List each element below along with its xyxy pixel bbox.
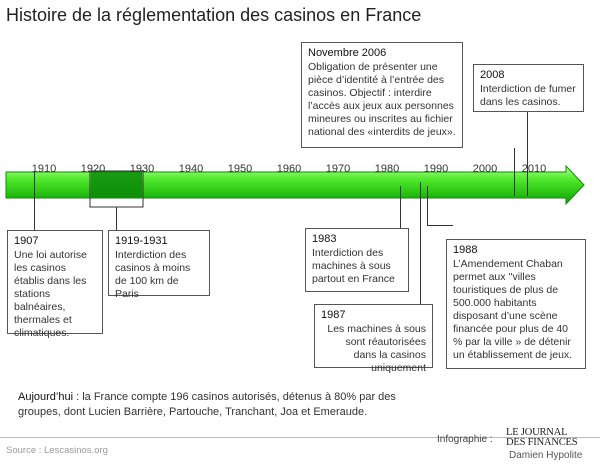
connector-1983	[400, 186, 401, 230]
event-year: Novembre 2006	[308, 47, 387, 59]
event-text: Une loi autorise les casinos établis dans les stations balnéaires, thermales et climatiques.	[14, 249, 87, 339]
tick-1990: 1990	[423, 163, 449, 175]
event-text: Obligation de présenter une pièce d’identité à l’entrée des casinos. Objectif : interdire l’accès aux jeux aux personnes mineures ou inscrites au fichier national des «interdits de jeux».	[308, 61, 456, 138]
event-year: 1907	[14, 235, 39, 247]
today-summary	[18, 390, 438, 420]
tick-1950: 1950	[227, 163, 253, 175]
logo-line-1: LE JOURNAL	[506, 427, 568, 438]
tick-1930: 1930	[129, 163, 155, 175]
event-year: 2008	[480, 69, 505, 81]
today-label: Aujourd’hui	[18, 391, 74, 403]
event-text: Les machines à sous sont réautorisées dans la casinos uniquement	[327, 323, 426, 374]
tick-1910: 1910	[31, 163, 57, 175]
event-box-2006	[301, 42, 463, 148]
tick-1960: 1960	[276, 163, 302, 175]
event-text: L’Amendement Chaban permet aux ''villes touristiques de plus de 500.000 habitants disposant d’une scène financée pour plus de 40 % par la ville » de détenir un établissement de jeux.	[453, 258, 573, 361]
tick-2000: 2000	[472, 163, 498, 175]
event-box-1983	[305, 228, 409, 292]
connector-1987	[420, 182, 421, 304]
logo-line-2: DES FINANCES	[506, 437, 578, 448]
connector-1988-horizontal	[427, 225, 453, 226]
period-highlight-1919-1931	[91, 172, 142, 198]
event-box-1987	[314, 304, 433, 374]
connector-1988-vertical	[427, 186, 428, 225]
event-box-1988	[446, 239, 586, 369]
event-text: Interdiction des casinos à moins de 100 km de Paris	[115, 249, 191, 300]
author-credit: Damien Hypolite	[509, 450, 583, 461]
source-credit: Source : Lescasinos.org	[6, 445, 108, 456]
today-text: : la France compte 196 casinos autorisés, détenus à 80% par des groupes, dont Lucien Barrière, Partouche, Tranchant, Joa et Emeraude.	[18, 391, 396, 418]
tick-1980: 1980	[374, 163, 400, 175]
event-text: Interdiction des machines à sous partout en France	[312, 247, 395, 285]
event-year: 1987	[321, 309, 346, 321]
connector-1907	[34, 172, 35, 230]
tick-1970: 1970	[325, 163, 351, 175]
event-year: 1983	[312, 233, 337, 245]
tick-1940: 1940	[178, 163, 204, 175]
event-box-2008	[473, 64, 584, 112]
event-year: 1988	[453, 244, 478, 256]
event-year: 1919-1931	[115, 235, 168, 247]
tick-2010: 2010	[521, 163, 547, 175]
event-box-1907	[7, 230, 103, 339]
connector-2006	[514, 148, 515, 196]
journal-logo	[506, 428, 577, 448]
connector-2008	[527, 112, 528, 196]
connector-1919-1931	[116, 207, 117, 230]
infographic-credit-label: Infographie :	[437, 434, 493, 445]
event-box-1919-1931	[108, 230, 210, 300]
event-text: Interdiction de fumer dans les casinos.	[480, 83, 576, 108]
tick-1920: 1920	[80, 163, 106, 175]
page-title: Histoire de la réglementation des casinos en France	[6, 5, 422, 25]
